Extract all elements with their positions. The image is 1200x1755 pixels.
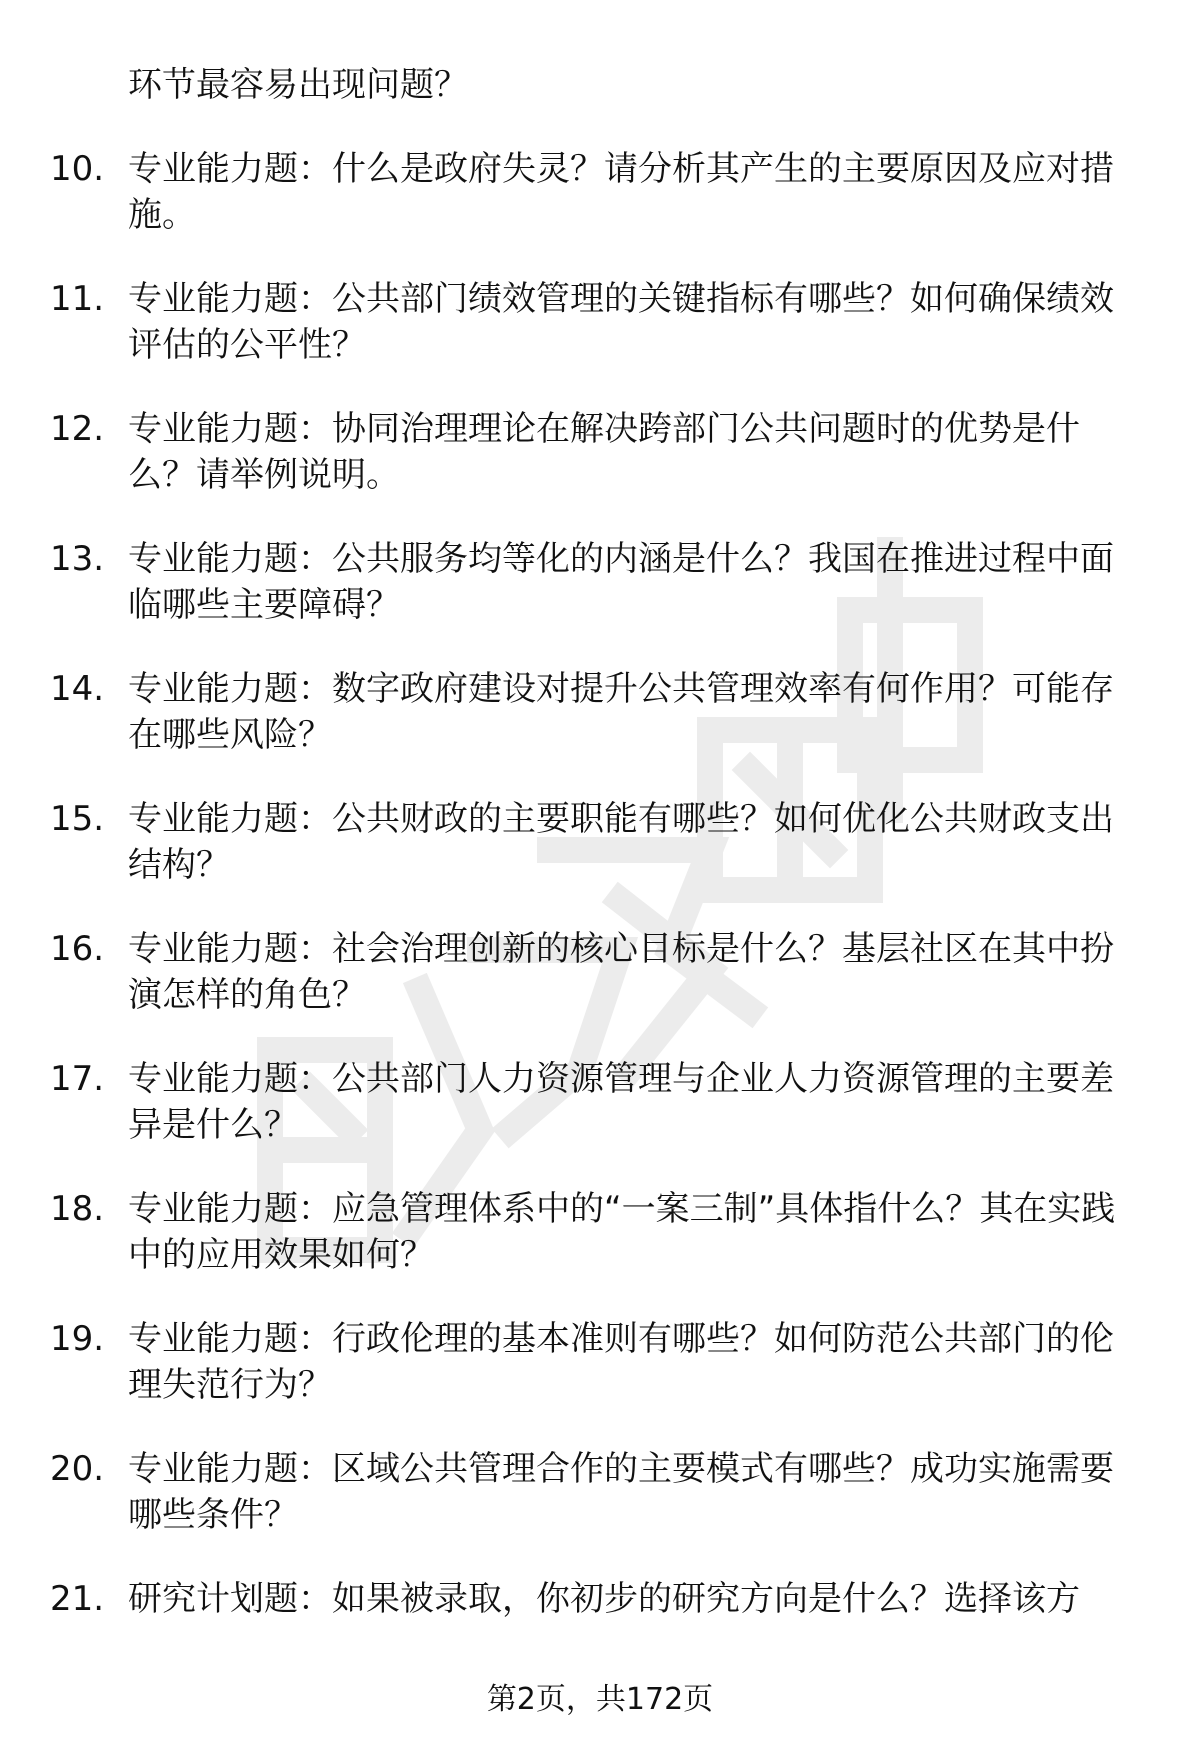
question-text: 专业能力题：什么是政府失灵？请分析其产生的主要原因及应对措施。 — [128, 149, 1114, 235]
question-text: 专业能力题：区域公共管理合作的主要模式有哪些？成功实施需要哪些条件？ — [128, 1449, 1114, 1535]
question-text: 专业能力题：行政伦理的基本准则有哪些？如何防范公共部门的伦理失范行为？ — [128, 1319, 1114, 1405]
question-text: 专业能力题：公共部门人力资源管理与企业人力资源管理的主要差异是什么？ — [128, 1059, 1114, 1145]
question-text: 专业能力题：应急管理体系中的“一案三制”具体指什么？其在实践中的应用效果如何？ — [128, 1189, 1116, 1275]
question-item — [0, 1446, 1200, 1576]
question-number: 11. — [50, 279, 105, 319]
question-text: 专业能力题：数字政府建设对提升公共管理效率有何作用？可能存在哪些风险？ — [128, 669, 1114, 755]
question-number: 10. — [50, 149, 105, 189]
question-item — [0, 1186, 1200, 1316]
page-indicator: 第2页，共172页 — [486, 1682, 714, 1717]
question-item — [0, 666, 1200, 796]
question-number: 19. — [50, 1319, 105, 1359]
question-number: 17. — [50, 1059, 105, 1099]
question-item — [0, 1056, 1200, 1186]
question-number: 12. — [50, 409, 105, 449]
question-number: 13. — [50, 539, 105, 579]
question-text: 专业能力题：公共部门绩效管理的关键指标有哪些？如何确保绩效评估的公平性？ — [128, 279, 1114, 365]
question-item — [0, 926, 1200, 1056]
question-text: 专业能力题：公共财政的主要职能有哪些？如何优化公共财政支出结构？ — [128, 799, 1114, 885]
question-number: 16. — [50, 929, 105, 969]
question-text: 专业能力题：社会治理创新的核心目标是什么？基层社区在其中扮演怎样的角色？ — [128, 929, 1114, 1015]
question-text: 研究计划题：如果被录取，你初步的研究方向是什么？选择该方 — [128, 1579, 1080, 1619]
question-number: 15. — [50, 799, 105, 839]
question-text: 专业能力题：协同治理理论在解决跨部门公共问题时的优势是什么？请举例说明。 — [128, 409, 1080, 495]
question-number: 14. — [50, 669, 105, 709]
question-number: 20. — [50, 1449, 105, 1489]
question-item — [0, 536, 1200, 666]
continued-question-text: 环节最容易出现问题？ — [128, 65, 468, 105]
question-item — [0, 406, 1200, 536]
question-text: 专业能力题：公共服务均等化的内涵是什么？我国在推进过程中面临哪些主要障碍？ — [128, 539, 1114, 625]
question-item — [0, 1316, 1200, 1446]
question-item — [0, 146, 1200, 276]
question-list — [0, 146, 1200, 1706]
question-number: 18. — [50, 1189, 105, 1229]
question-item — [0, 796, 1200, 926]
question-item — [0, 276, 1200, 406]
question-number: 21. — [50, 1579, 105, 1619]
